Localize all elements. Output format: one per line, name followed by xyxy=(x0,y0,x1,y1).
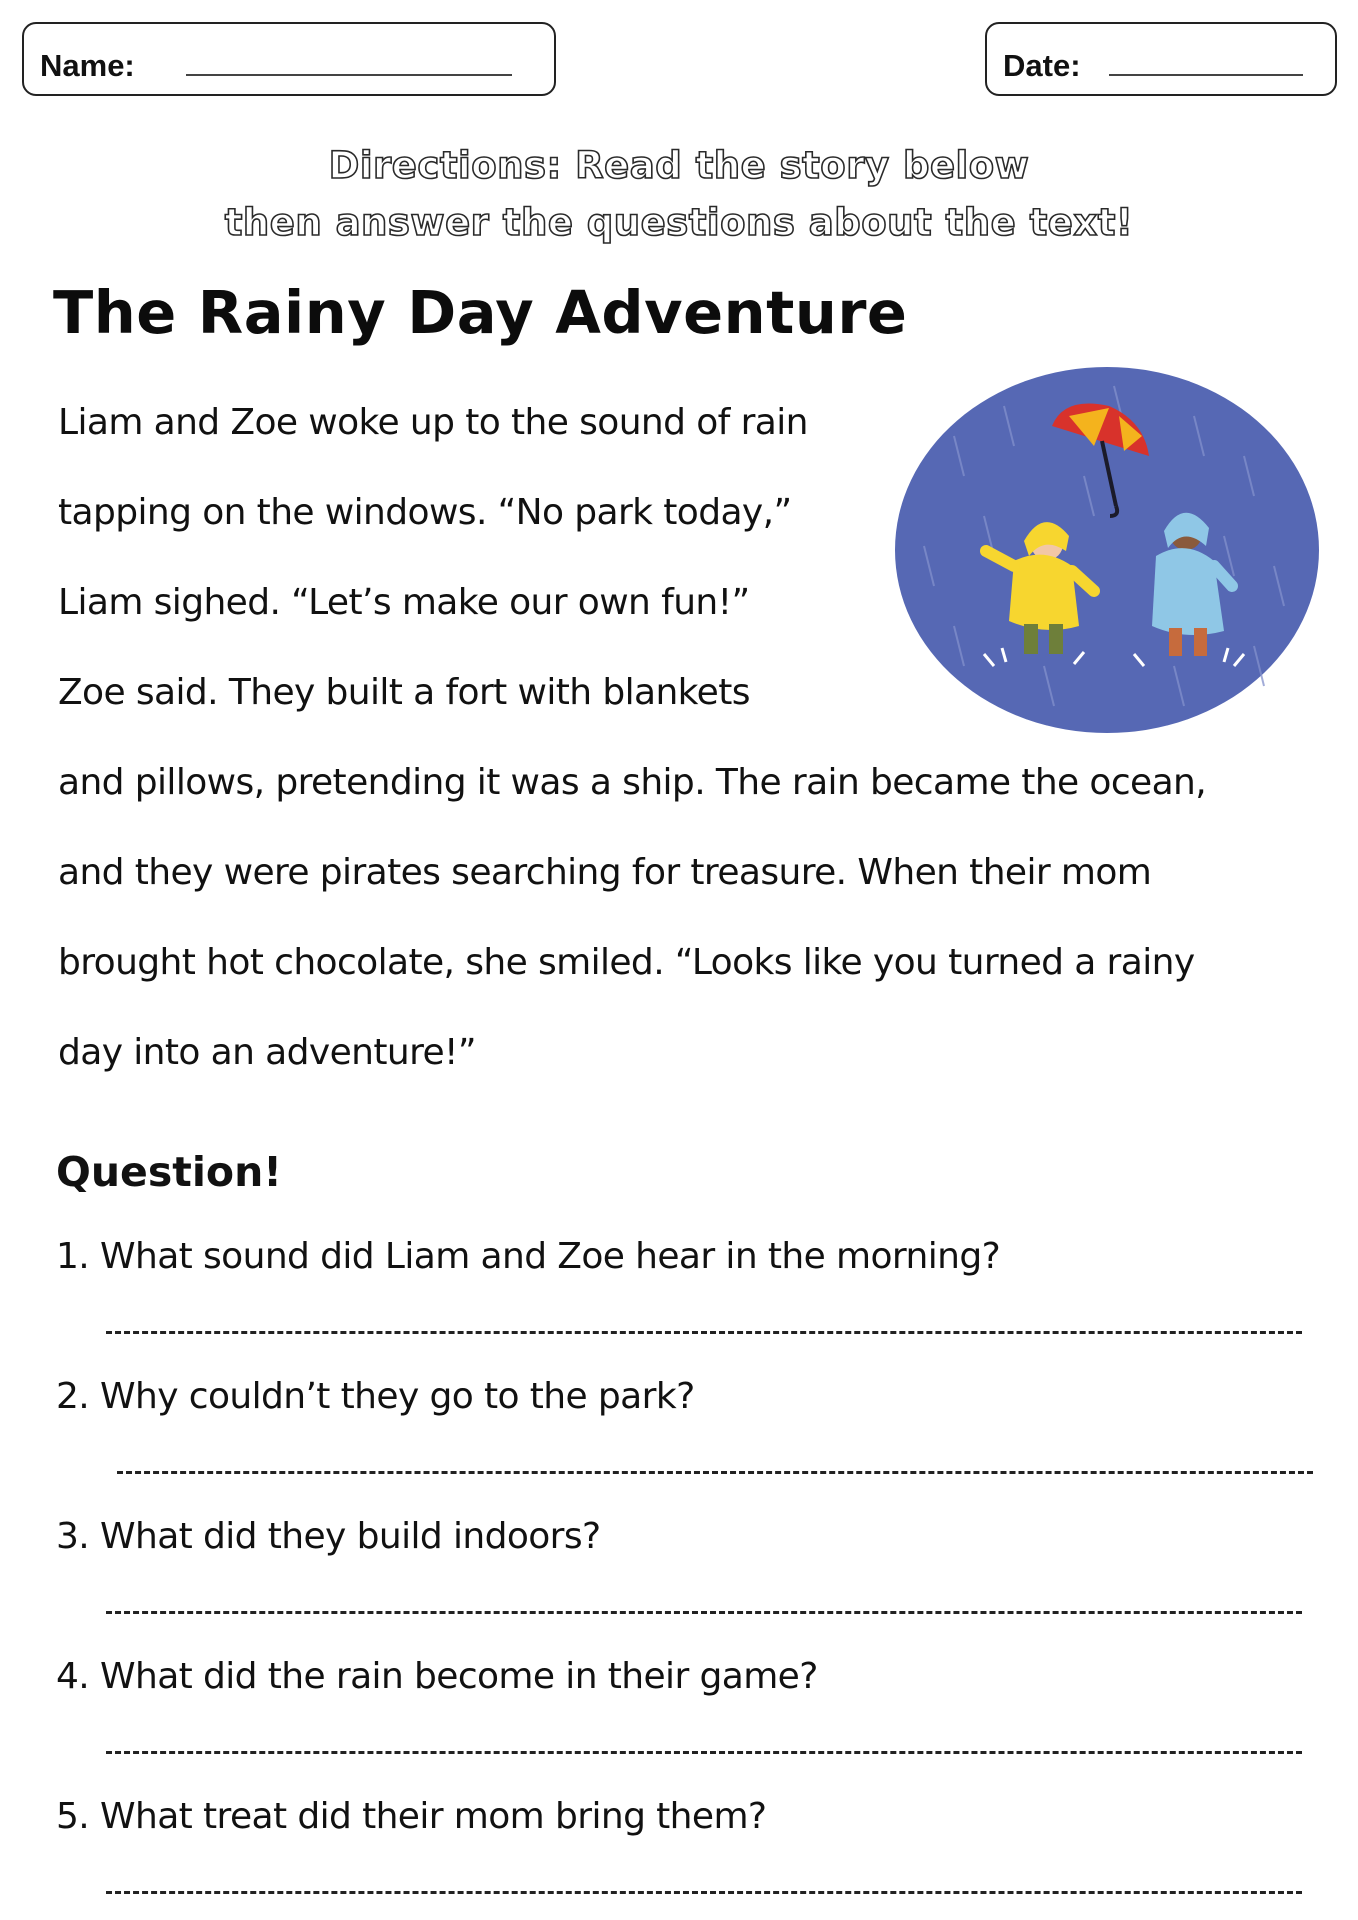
story-line: Liam sighed. “Let’s make our own fun!” xyxy=(58,582,750,623)
answer-line-5[interactable] xyxy=(106,1891,1302,1894)
story-title: The Rainy Day Adventure xyxy=(53,278,908,347)
story-line: day into an adventure!” xyxy=(58,1032,476,1073)
name-field-box xyxy=(22,22,556,96)
date-label: Date: xyxy=(1003,48,1081,83)
story-line: brought hot chocolate, she smiled. “Looks like you turned a rainy xyxy=(58,942,1195,983)
story-line: Zoe said. They built a fort with blankets xyxy=(58,672,750,713)
question-5: 5. What treat did their mom bring them? xyxy=(56,1796,767,1837)
answer-line-2[interactable] xyxy=(117,1471,1313,1474)
question-4: 4. What did the rain become in their game? xyxy=(56,1656,818,1697)
name-label: Name: xyxy=(40,48,135,83)
story-line: and they were pirates searching for treasure. When their mom xyxy=(58,852,1152,893)
name-write-line[interactable] xyxy=(186,74,512,76)
question-1: 1. What sound did Liam and Zoe hear in the morning? xyxy=(56,1236,1001,1277)
story-line: tapping on the windows. “No park today,” xyxy=(58,492,792,533)
question-heading: Question! xyxy=(56,1148,282,1196)
date-write-line[interactable] xyxy=(1109,74,1303,76)
answer-line-4[interactable] xyxy=(106,1751,1302,1754)
answer-line-1[interactable] xyxy=(106,1331,1302,1334)
story-line: and pillows, pretending it was a ship. The rain became the ocean, xyxy=(58,762,1207,803)
directions-line-1: Directions: Read the story below xyxy=(328,144,1030,187)
date-field-box xyxy=(985,22,1337,96)
question-2: 2. Why couldn’t they go to the park? xyxy=(56,1376,695,1417)
directions-line-2: then answer the questions about the text! xyxy=(224,201,1134,244)
kids-playing-in-rain-illustration xyxy=(894,366,1320,734)
answer-line-3[interactable] xyxy=(106,1611,1302,1614)
story-line: Liam and Zoe woke up to the sound of rain xyxy=(58,402,808,443)
question-3: 3. What did they build indoors? xyxy=(56,1516,601,1557)
